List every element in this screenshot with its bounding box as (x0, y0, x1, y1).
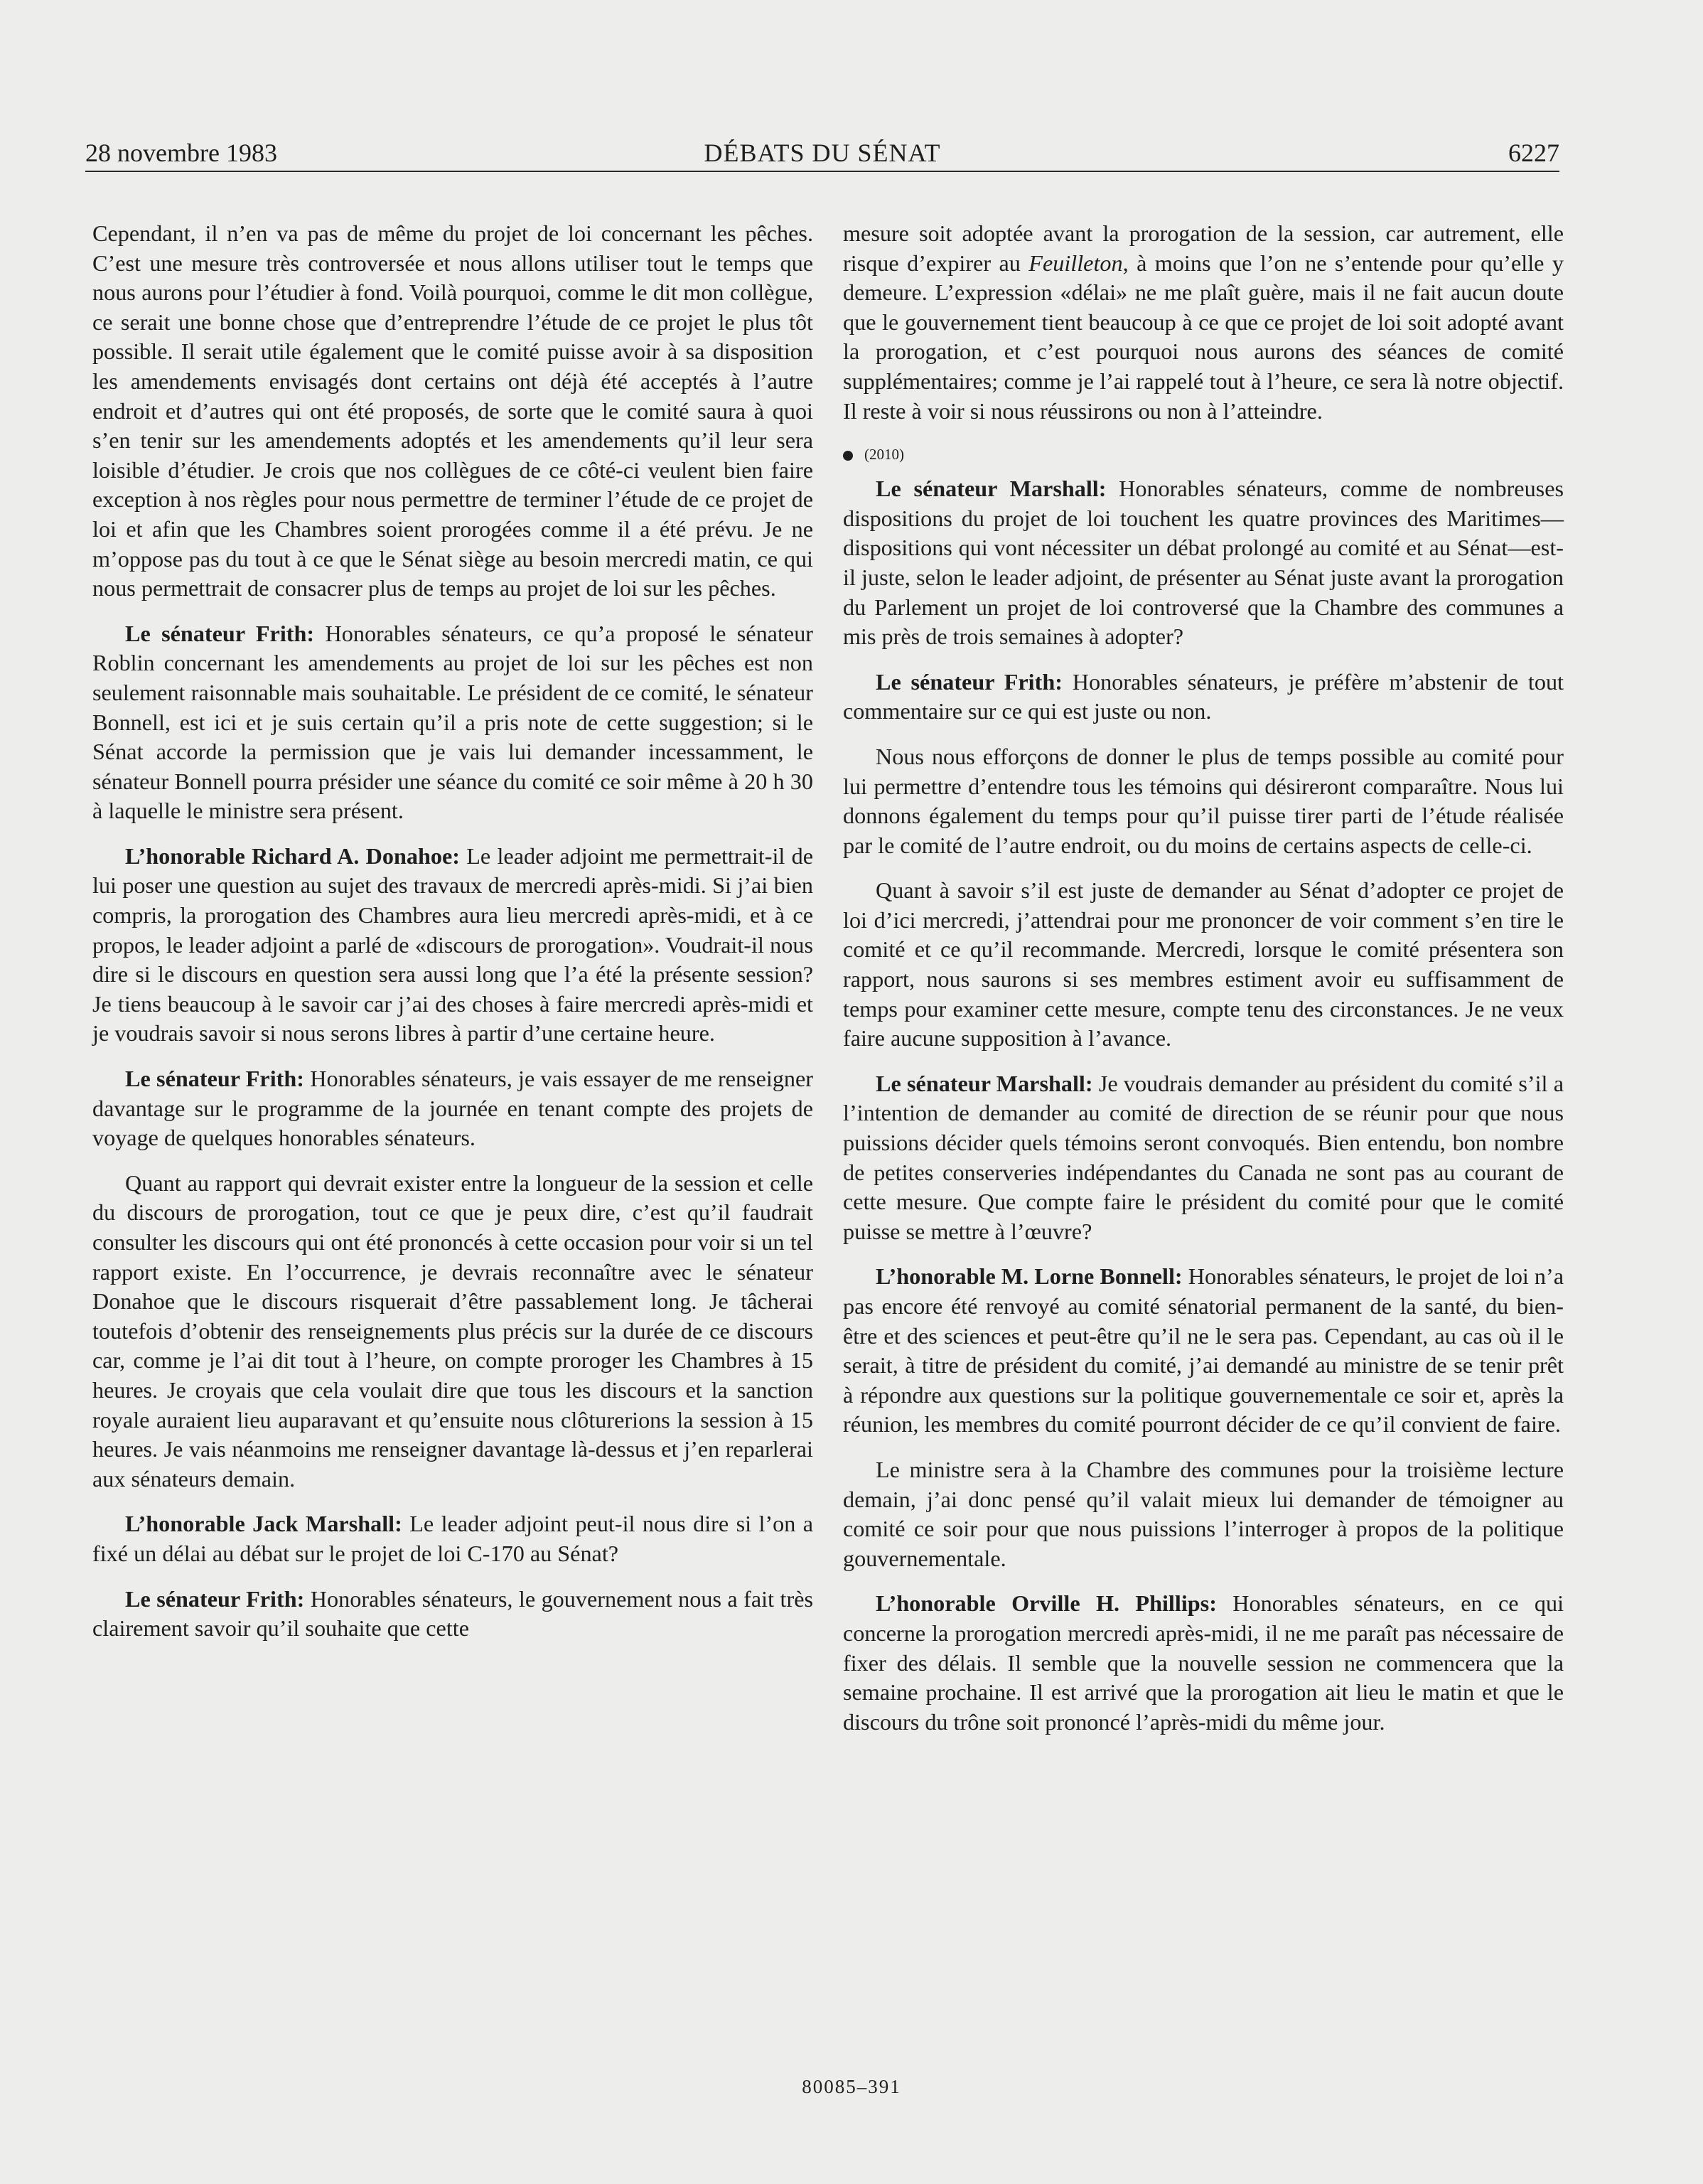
speaker-name: Le sénateur Frith: (125, 1066, 304, 1092)
footer-code: 80085–391 (802, 2076, 901, 2097)
speaker-name: L’honorable Jack Marshall: (125, 1511, 402, 1537)
speaker-name: Le sénateur Frith: (876, 668, 1063, 695)
speaker-name: Le sénateur Marshall: (876, 1070, 1093, 1096)
left-column (92, 219, 813, 1659)
speech-paragraph: L’honorable M. Lorne Bonnell: Honorables sénateurs, le projet de loi n’a pas encore été renvoyé au comité sénatorial permanent de la santé, du bien-être et des sciences et peut-être qu’il ne le sera pas. Cependant, au cas où il le serait, à titre de président du comité, j’ai demandé au ministre de se tenir prêt à répondre aux questions sur la politique gouvernementale ce soir et, après la réunion, les membres du comité pourront décider de ce qu’il convient de faire. (843, 1263, 1564, 1438)
header-title: DÉBATS DU SÉNAT (704, 139, 941, 167)
speech-paragraph: Le sénateur Frith: Honorables sénateurs, je vais essayer de me renseigner davantage sur le programme de la journée en tenant compte des projets de voyage de quelques honorables sénateurs. (92, 1066, 814, 1151)
speaker-name: Le sénateur Marshall: (876, 476, 1107, 502)
speech-paragraph: Le sénateur Marshall: Je voudrais demander au président du comité s’il a l’intention de demander au comité de direction de se réunir pour que nous puissions décider quels témoins seront convoqués. Bien entendu, bon nombre de petites conserveries indépendantes du Canada ne sont pas au courant de cette mesure. Que compte faire le président du comité pour que le comité puisse se mettre à l’œuvre? (843, 1070, 1564, 1244)
speaker-name: Le sénateur Frith: (125, 1585, 305, 1612)
speaker-name: L’honorable Orville H. Phillips: (876, 1590, 1217, 1617)
right-column (843, 219, 1564, 1752)
speaker-name: L’honorable M. Lorne Bonnell: (876, 1263, 1183, 1290)
speech-paragraph: L’honorable Jack Marshall: Le leader adjoint peut-il nous dire si l’on a fixé un délai au débat sur le projet de loi C-170 au Sénat? (92, 1511, 813, 1566)
paragraph (843, 219, 1564, 426)
speech-paragraph: Le sénateur Frith: Honorables sénateurs, ce qu’a proposé le sénateur Roblin concernant les amendements au projet de loi sur les pêches est non seulement raisonnable mais souhaitable. Le président de ce comité, le sénateur Bonnell, est ici et je suis certain qu’il a pris note de cette suggestion; si le Sénat accorde la permission que je vais lui demander incessamment, le sénateur Bonnell pourra présider une séance du comité ce soir même à 20 h 30 à laquelle le ministre sera présent. (92, 620, 814, 824)
speaker-name: L’honorable Richard A. Donahoe: (125, 842, 460, 869)
continued-text: mesure soit adoptée avant la prorogation de la session, car autrement, elle risque d’expirer au Feuilleton, à moins que l’on ne s’entende pour qu’elle y demeure. L’expression «délai» ne me plaît guère, mais il ne fait aucun doute que le gouvernement tient beaucoup à ce que ce projet de loi soit adopté avant la prorogation, et c’est pourquoi nous aurons des séances de comité supplémentaires; comme je l’ai rappelé tout à l’heure, ce sera là notre objectif. Il reste à voir si nous réussirons ou non à l’atteindre. (843, 220, 1564, 424)
italic-title: Feuilleton (1028, 250, 1123, 276)
speech-paragraph: L’honorable Richard A. Donahoe: Le leader adjoint me permettrait-il de lui poser une question au sujet des travaux de mercredi après-midi. Si j’ai bien compris, la prorogation des Chambres aura lieu mercredi après-midi, et à ce propos, le leader adjoint a parlé de «discours de prorogation». Voudrait-il nous dire si le discours en question sera aussi long que l’a été la présente session? Je tiens beaucoup à le savoir car j’ai des choses à faire mercredi après-midi et je voudrais savoir si nous serons libres à partir d’une certaine heure. (92, 842, 813, 1046)
bullet-icon (843, 451, 853, 461)
paragraph: Cependant, il n’en va pas de même du projet de loi concernant les pêches. C’est une mesure très controversée et nous allons utiliser tout le temps que nous aurons pour l’étudier à fond. Voilà pourquoi, comme le dit mon collègue, ce serait une bonne chose que d’entreprendre l’étude de ce projet le plus tôt possible. Il serait utile également que le comité puisse avoir à sa disposition les amendements envisagés dont certains ont déjà été acceptés à l’autre endroit et d’autres qui ont été proposés, de sorte que le comité saura à quoi s’en tenir sur les amendements adoptés et les amendements qu’il leur sera loisible d’étudier. Je crois que nos collègues de ce côté-ci veulent bien faire exception à nos règles pour nous permettre de terminer l’étude de ce projet de loi et afin que les Chambres soient prorogées comme il a été prévu. Je ne m’oppose pas du tout à ce que le Sénat siège au besoin mercredi matin, ce qui nous permettrait de consacrer plus de temps au projet de loi sur les pêches. (92, 220, 813, 601)
paragraph: Nous nous efforçons de donner le plus de temps possible au comité pour lui permettre d’entendre tous les témoins qui désireront comparaître. Nous lui donnons également du temps pour qu’il puisse tirer parti de l’étude réalisée par le comité de l’autre endroit, ou du moins de certains aspects de celle-ci. (843, 743, 1564, 858)
speech-paragraph: Le sénateur Frith: Honorables sénateurs, je préfère m’abstenir de tout commentaire sur ce qui est juste ou non. (843, 668, 1564, 724)
header-page-number: 6227 (1508, 139, 1559, 167)
time-marker: (2010) (843, 441, 1564, 467)
speech-paragraph: Le sénateur Frith: Honorables sénateurs, le gouvernement nous a fait très clairement savoir qu’il souhaite que cette (92, 1585, 814, 1642)
header-date: 28 novembre 1983 (85, 139, 277, 167)
running-header (85, 135, 1559, 172)
paragraph: Quant au rapport qui devrait exister entre la longueur de la session et celle du discours de prorogation, tout ce que je peux dire, c’est qu’il faudrait consulter les discours qui ont été prononcés à cette occasion pour voir si un tel rapport existe. En l’occurrence, je devrais reconnaître avec le sénateur Donahoe que le discours risquerait d’être passablement long. Je tâcherai toutefois d’obtenir des renseignements plus précis sur la durée de ce discours car, comme je l’ai dit tout à l’heure, on compte proroger les Chambres à 15 heures. Je croyais que cela voulait dire que tous les discours et la sanction royale auraient lieu auparavant et qu’ensuite nous clôturerions la session à 15 heures. Je vais néanmoins me renseigner davantage là-dessus et j’en reparlerai aux sénateurs demain. (92, 1169, 813, 1492)
speech-paragraph: L’honorable Orville H. Phillips: Honorables sénateurs, en ce qui concerne la prorogation mercredi après-midi, il ne me paraît pas nécessaire de fixer des délais. Il semble que la nouvelle session ne commencera que la semaine prochaine. Il est arrivé que la prorogation ait lieu le matin et que le discours du trône soit prononcé l’après-midi du même jour. (843, 1590, 1564, 1735)
paragraph: Le ministre sera à la Chambre des communes pour la troisième lecture demain, j’ai donc pensé qu’il valait mieux lui demander de témoigner au comité ce soir pour que nous puissions l’interroger à propos de la politique gouvernementale. (843, 1456, 1564, 1571)
paragraph: Quant à savoir s’il est juste de demander au Sénat d’adopter ce projet de loi d’ici mercredi, j’attendrai pour me prononcer de voir comment s’en tire le comité et ce qu’il recommande. Mercredi, lorsque le comité présentera son rapport, nous saurons si ses membres estiment avoir eu suffisamment de temps pour examiner cette mesure, compte tenu des circonstances. Je ne veux faire aucune supposition à l’avance. (843, 877, 1564, 1051)
speaker-name: Le sénateur Frith: (125, 620, 315, 646)
speech-paragraph: Le sénateur Marshall: Honorables sénateurs, comme de nombreuses dispositions du projet de loi touchent les quatre provinces des Maritimes—dispositions qui vont nécessiter un débat prolongé au comité et au Sénat—est-il juste, selon le leader adjoint, de présenter au Sénat juste avant la prorogation du Parlement un projet de loi controversé que la Chambre des communes a mis près de trois semaines à adopter? (843, 476, 1564, 650)
